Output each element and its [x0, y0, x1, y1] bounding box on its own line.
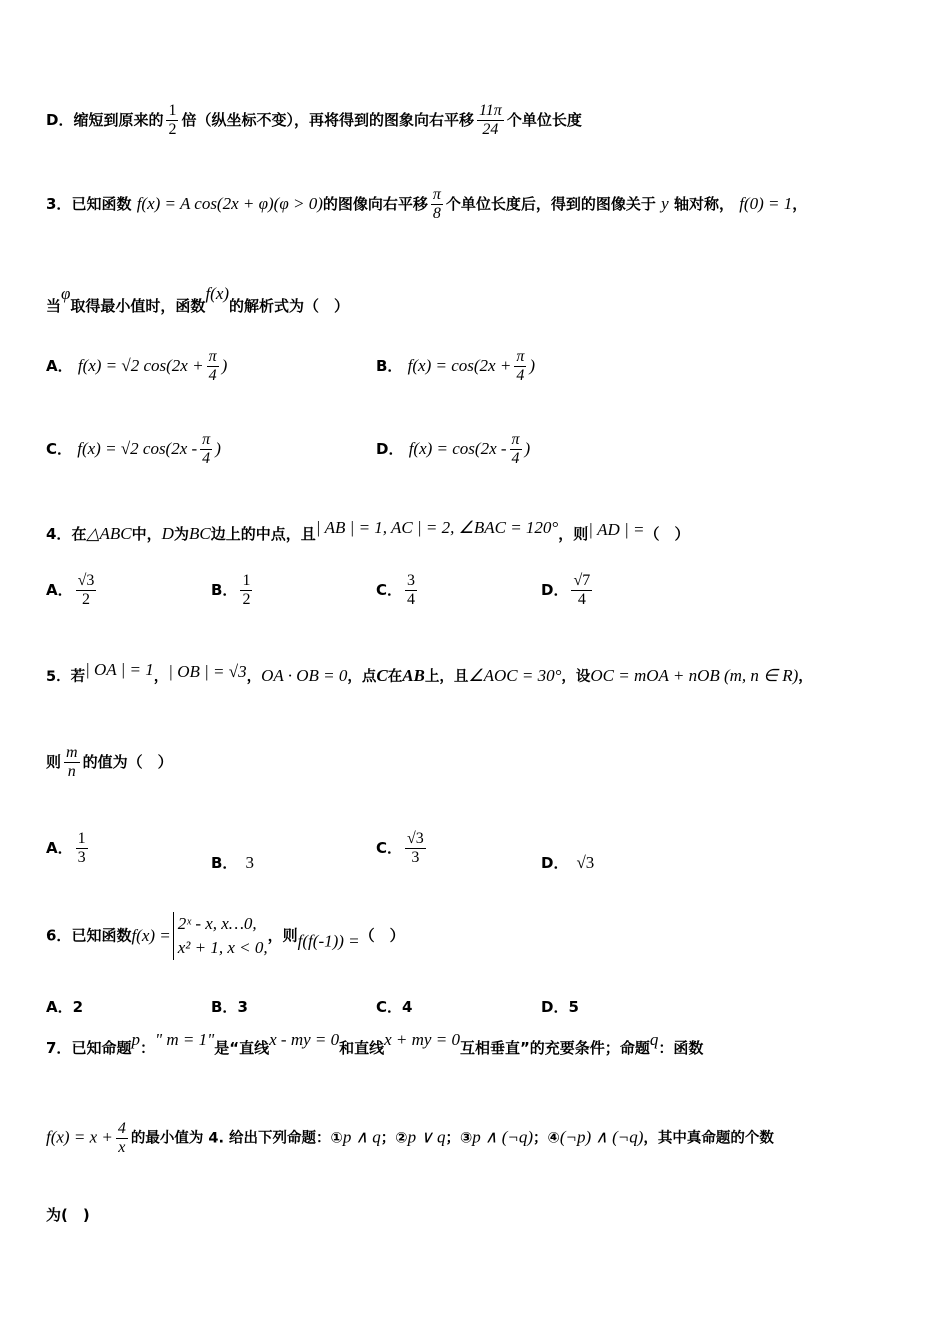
fraction: $\frac{\pi}{8}$ [432, 186, 441, 222]
fraction: $\frac{\pi}{4}$ [511, 431, 520, 467]
fraction: $\frac{1}{2}$ [242, 572, 251, 608]
option-text: 缩短到原来的 [73, 111, 164, 129]
question-7-line-3: 为( ) [46, 1206, 90, 1224]
fraction: $\frac{3}{4}$ [407, 572, 416, 608]
math-expression: | AB | = 1, AC | = 2, ∠BAC = 120° [315, 518, 559, 537]
q4-option-b[interactable]: B． $\frac{1}{2}$ [211, 572, 251, 608]
question-number: 4． [46, 525, 72, 543]
fraction: $\frac{1}{2}$ [168, 102, 177, 138]
fraction: $\frac{1}{3}$ [77, 830, 86, 866]
question-7-line-2: f(x) = x + $\frac{4}{x}$ 的最小值为 4. 给出下列命题：①p ∧ q；②p ∨ q；③p ∧ (¬q)；④(¬p) ∧ (¬q)，其中真命题的个数 [46, 1120, 774, 1156]
q2-option-d [46, 102, 582, 139]
q5-option-b[interactable]: B． 3 [211, 853, 254, 872]
q4-option-a[interactable]: A． $\frac{√3}{2}$ [46, 572, 95, 608]
fraction: $\frac{\pi}{4}$ [202, 431, 211, 467]
q6-option-d[interactable]: D．5 [541, 998, 579, 1016]
option-label: D． [46, 111, 74, 129]
question-5-line-1: 5．若| OA | = 1，| OB | = √3，OA · OB = 0，点C在AB上，且∠AOC = 30°，设OC = mOA + nOB (m, n ∈ R)， [46, 660, 813, 685]
question-5-line-2: 则 $\frac{m}{n}$ 的值为（ ） [46, 744, 173, 780]
fraction: $\frac{11\pi}{24}$ [478, 102, 502, 138]
question-number: 7． [46, 1039, 72, 1057]
math-expression: f(0) = 1 [739, 194, 793, 213]
question-3-line-2: 当φ取得最小值时，函数f(x)的解析式为（ ） [46, 284, 350, 315]
question-number: 6． [46, 926, 72, 945]
fraction: $\frac{√3}{3}$ [407, 830, 424, 866]
fraction: $\frac{4}{x}$ [117, 1120, 126, 1156]
fraction: $\frac{√7}{4}$ [573, 572, 591, 608]
piecewise-cases: 2ˣ - x, x…0, x² + 1, x < 0, [173, 912, 268, 960]
q5-option-c[interactable]: C． $\frac{√3}{3}$ [376, 830, 424, 866]
q6-option-a[interactable]: A．2 [46, 998, 84, 1016]
q5-option-a[interactable]: A． $\frac{1}{3}$ [46, 830, 86, 866]
option-text: 个单位长度 [506, 111, 582, 129]
question-number: 5． [46, 669, 71, 685]
fraction: $\frac{\pi}{4}$ [208, 348, 217, 384]
question-7-line-1: 7．已知命题p：" m = 1"是“直线x - my = 0和直线x + my = 0互相垂直”的充要条件；命题q：函数 [46, 1030, 704, 1057]
question-3-line-1: 3．已知函数 f(x) = A cos(2x + φ)(φ > 0)的图像向右平移 $\frac{\pi}{8}$ 个单位长度后，得到的图像关于 y 轴对称， f(0) = 1， [46, 186, 808, 222]
q6-option-c[interactable]: C．4 [376, 998, 413, 1016]
q4-option-d[interactable]: D． $\frac{√7}{4}$ [541, 572, 591, 608]
question-4: 4．在△ABC中，D为BC边上的中点，且| AB | = 1, AC | = 2, ∠BAC = 120°，则| AD | =（ ） [46, 518, 690, 543]
q4-option-c[interactable]: C． $\frac{3}{4}$ [376, 572, 416, 608]
question-number: 3． [46, 195, 72, 213]
fraction: $\frac{m}{n}$ [66, 744, 78, 780]
fraction: $\frac{√3}{2}$ [77, 572, 95, 608]
math-expression: f(x) = A cos(2x + φ)(φ > 0) [136, 194, 323, 213]
q3-option-b[interactable]: B． f(x) = cos(2x + $\frac{\pi}{4}$ ) [376, 348, 536, 384]
q3-option-d[interactable]: D． f(x) = cos(2x - $\frac{\pi}{4}$ ) [376, 431, 531, 467]
q6-option-b[interactable]: B．3 [211, 998, 248, 1016]
q3-option-a[interactable]: A． f(x) = √2 cos(2x + $\frac{\pi}{4}$ ) [46, 348, 228, 384]
fraction: $\frac{\pi}{4}$ [516, 348, 525, 384]
option-text: 倍（纵坐标不变），再将得到的图象向右平移 [181, 111, 474, 129]
q3-option-c[interactable]: C． f(x) = √2 cos(2x - $\frac{\pi}{4}$ ) [46, 431, 221, 467]
q5-option-d[interactable]: D． √3 [541, 853, 595, 872]
question-6: 6．已知函数f(x) = 2ˣ - x, x…0, x² + 1, x < 0, ，则f(f(-1)) =（ ） [46, 912, 405, 960]
